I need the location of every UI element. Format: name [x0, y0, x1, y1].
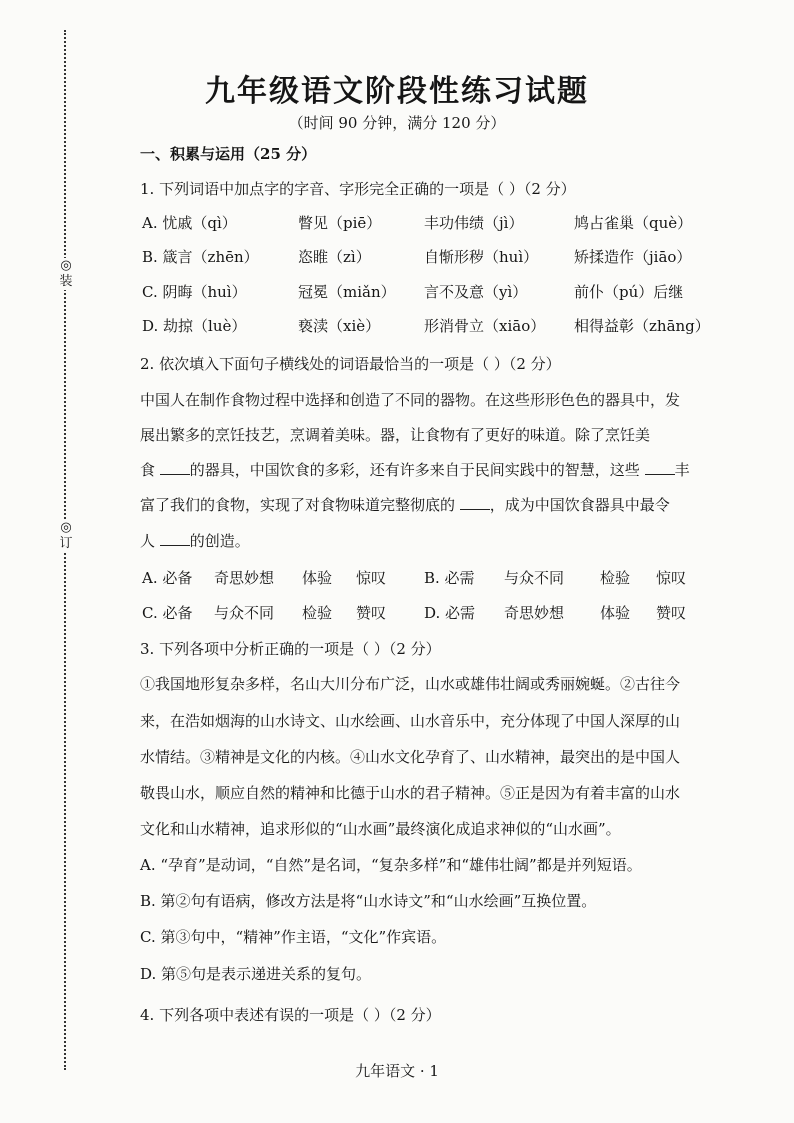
q1-option-c-4: 前仆（pú）后继	[574, 283, 684, 301]
binding-label-zhuang: ◎装	[59, 258, 73, 289]
q2-text: ，成为中国饮食器具中最令	[489, 496, 670, 514]
answer-blank	[645, 460, 675, 475]
q2-option-a-4: 惊叹	[356, 569, 387, 587]
q2-passage-line-3	[140, 459, 710, 480]
q2-option-b-1: B. 必需	[424, 569, 475, 587]
page-subtitle: （时间 90 分钟，满分 120 分）	[288, 114, 506, 132]
q1-option-c-1: C. 阴晦（huì）	[142, 283, 247, 301]
q2-option-a-2: 奇思妙想	[214, 569, 275, 587]
q2-passage-line-4	[140, 494, 710, 515]
q3-option-c: C. 第③句中，“精神”作主语，“文化”作宾语。	[140, 928, 447, 946]
q3-passage-line-3: 水情结。③精神是文化的内核。④山水文化孕育了、山水精神，最突出的是中国人	[140, 748, 681, 766]
question-3-stem: 3. 下列各项中分析正确的一项是（ ）（2 分）	[140, 640, 441, 658]
q1-option-c-3: 言不及意（yì）	[424, 283, 528, 301]
q1-option-d-2: 亵渎（xiè）	[298, 317, 381, 335]
section-heading: 一、积累与运用（25 分）	[140, 145, 317, 163]
page-footer: 九年语文 · 1	[355, 1062, 439, 1080]
q2-option-d-4: 赞叹	[656, 604, 687, 622]
q3-option-a: A. “孕育”是动词，“自然”是名词，“复杂多样”和“雄伟壮阔”都是并列短语。	[140, 856, 642, 874]
answer-blank	[460, 495, 490, 510]
q2-option-b-2: 与众不同	[504, 569, 565, 587]
q1-option-c-2: 冠冕（miǎn）	[298, 283, 396, 301]
q2-option-b-4: 惊叹	[656, 569, 687, 587]
q2-passage-line-2: 展出繁多的烹饪技艺，烹调着美味。器，让食物有了更好的味道。除了烹饪美	[140, 426, 651, 444]
q1-option-b-4: 矫揉造作（jiāo）	[574, 248, 692, 266]
q2-text: 的器具，中国饮食的多彩，还有许多来自于民间实践中的智慧，这些	[189, 461, 640, 479]
q1-option-d-3: 形消骨立（xiāo）	[424, 317, 546, 335]
q2-option-c-4: 赞叹	[356, 604, 387, 622]
q2-text: 人	[140, 532, 156, 550]
q2-option-d-1: D. 必需	[424, 604, 476, 622]
question-1-stem: 1. 下列词语中加点字的字音、字形完全正确的一项是（ ）（2 分）	[140, 180, 576, 198]
question-2-stem: 2. 依次填入下面句子横线处的词语最恰当的一项是（ ）（2 分）	[140, 355, 561, 373]
q2-option-c-2: 与众不同	[214, 604, 275, 622]
q2-text: 富了我们的食物，实现了对食物味道完整彻底的	[140, 496, 456, 514]
q2-passage-line-5	[140, 530, 710, 551]
q2-text: 食	[140, 461, 156, 479]
q2-text: 丰	[674, 461, 690, 479]
q2-option-c-3: 检验	[302, 604, 333, 622]
q1-option-d-4: 相得益彰（zhāng）	[574, 317, 710, 335]
q1-option-a-2: 瞥见（piē）	[298, 214, 382, 232]
q2-option-b-3: 检验	[600, 569, 631, 587]
q1-option-d-1: D. 劫掠（luè）	[142, 317, 247, 335]
answer-blank	[160, 531, 190, 546]
q2-text: 的创造。	[189, 532, 250, 550]
q3-passage-line-4: 敬畏山水，顺应自然的精神和比德于山水的君子精神。⑤正是因为有着丰富的山水	[140, 784, 681, 802]
question-4-stem: 4. 下列各项中表述有误的一项是（ ）（2 分）	[140, 1006, 441, 1024]
q3-passage-line-5: 文化和山水精神，追求形似的“山水画”最终演化成追求神似的“山水画”。	[140, 820, 621, 838]
binding-label-ding: ◎订	[59, 520, 73, 551]
q2-passage-line-1: 中国人在制作食物过程中选择和创造了不同的器物。在这些形形色色的器具中，发	[140, 391, 681, 409]
q1-option-b-2: 恣睢（zì）	[298, 248, 371, 266]
q2-option-c-1: C. 必备	[142, 604, 193, 622]
q3-passage-line-1: ①我国地形复杂多样，名山大川分布广泛，山水或雄伟壮阔或秀丽婉蜒。②古往今	[140, 675, 681, 693]
q2-option-a-3: 体验	[302, 569, 333, 587]
q1-option-a-3: 丰功伟绩（jì）	[424, 214, 524, 232]
q3-option-d: D. 第⑤句是表示递进关系的复句。	[140, 965, 372, 983]
q2-option-a-1: A. 必备	[142, 569, 193, 587]
q1-option-b-1: B. 箴言（zhēn）	[142, 248, 259, 266]
q3-option-b: B. 第②句有语病，修改方法是将“山水诗文”和“山水绘画”互换位置。	[140, 892, 597, 910]
q2-option-d-3: 体验	[600, 604, 631, 622]
q3-passage-line-2: 来，在浩如烟海的山水诗文、山水绘画、山水音乐中，充分体现了中国人深厚的山	[140, 712, 681, 730]
q1-option-a-4: 鸠占雀巢（què）	[574, 214, 693, 232]
answer-blank	[160, 460, 190, 475]
page-title: 九年级语文阶段性练习试题	[205, 74, 589, 109]
q1-option-a-1: A. 忧戚（qì）	[142, 214, 237, 232]
q1-option-b-3: 自惭形秽（huì）	[424, 248, 539, 266]
q2-option-d-2: 奇思妙想	[504, 604, 565, 622]
